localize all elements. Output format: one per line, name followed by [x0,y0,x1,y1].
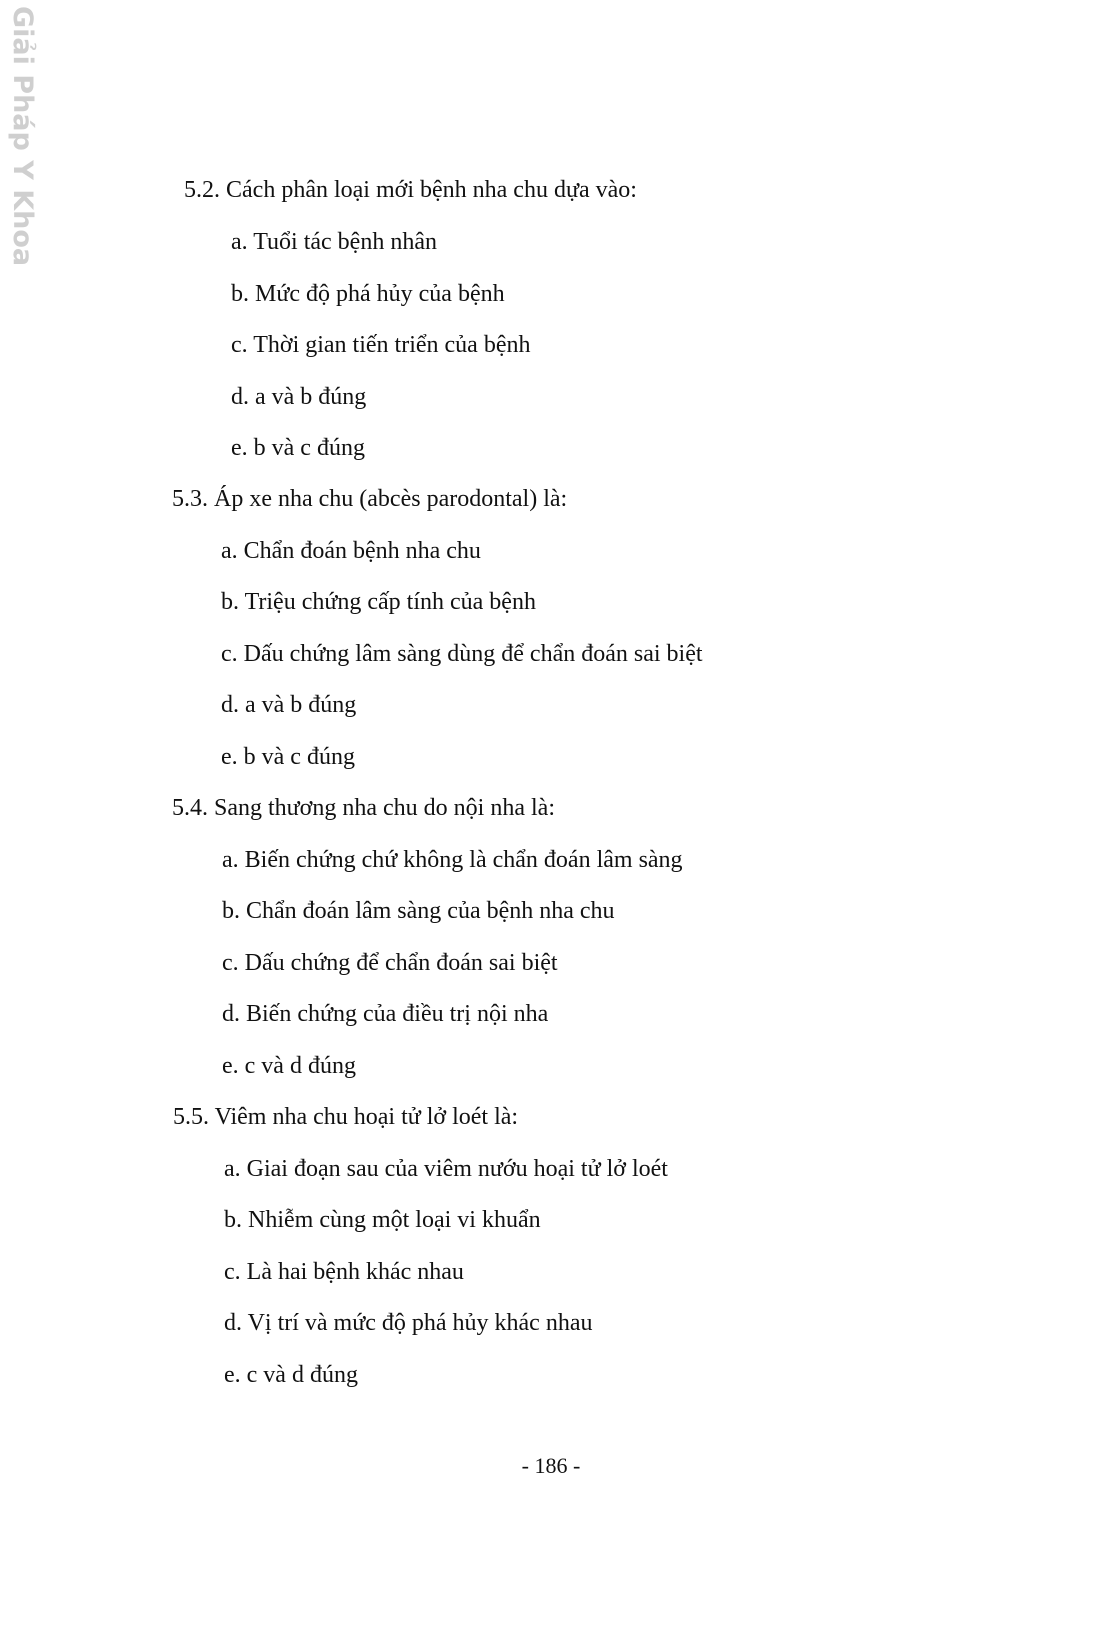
question-5-2: 5.2. Cách phân loại mới bệnh nha chu dựa vào: [184,177,637,203]
option-5-3-b: b. Triệu chứng cấp tính của bệnh [221,589,536,615]
option-5-3-a: a. Chẩn đoán bệnh nha chu [221,538,481,564]
option-5-2-e: e. b và c đúng [231,435,365,461]
option-5-5-b: b. Nhiễm cùng một loại vi khuẩn [224,1207,541,1233]
option-5-4-e: e. c và d đúng [222,1053,356,1079]
option-5-3-d: d. a và b đúng [221,692,357,718]
option-5-2-b: b. Mức độ phá hủy của bệnh [231,281,505,307]
option-5-5-e: e. c và d đúng [224,1362,358,1388]
option-5-4-b: b. Chẩn đoán lâm sàng của bệnh nha chu [222,898,615,924]
option-5-5-d: d. Vị trí và mức độ phá hủy khác nhau [224,1310,593,1336]
page-number: - 186 - [521,1453,581,1478]
question-5-5: 5.5. Viêm nha chu hoại tử lở loét là: [173,1104,519,1130]
option-5-5-a: a. Giai đoạn sau của viêm nướu hoại tử lở loét [224,1156,668,1182]
option-5-3-c: c. Dấu chứng lâm sàng dùng để chẩn đoán sai biệt [221,641,703,667]
option-5-2-a: a. Tuổi tác bệnh nhân [231,229,437,255]
option-5-4-c: c. Dấu chứng để chẩn đoán sai biệt [222,950,558,976]
option-5-5-c: c. Là hai bệnh khác nhau [224,1259,464,1285]
option-5-4-a: a. Biến chứng chứ không là chẩn đoán lâm sàng [222,847,683,873]
question-5-4: 5.4. Sang thương nha chu do nội nha là: [172,795,555,821]
watermark-text: Giải Pháp Y Khoa [7,6,38,267]
option-5-4-d: d. Biến chứng của điều trị nội nha [222,1001,549,1027]
option-5-2-c: c. Thời gian tiến triển của bệnh [231,332,531,358]
option-5-3-e: e. b và c đúng [221,744,355,770]
option-5-2-d: d. a và b đúng [231,384,367,410]
question-5-3: 5.3. Áp xe nha chu (abcès parodontal) là: [172,486,568,512]
